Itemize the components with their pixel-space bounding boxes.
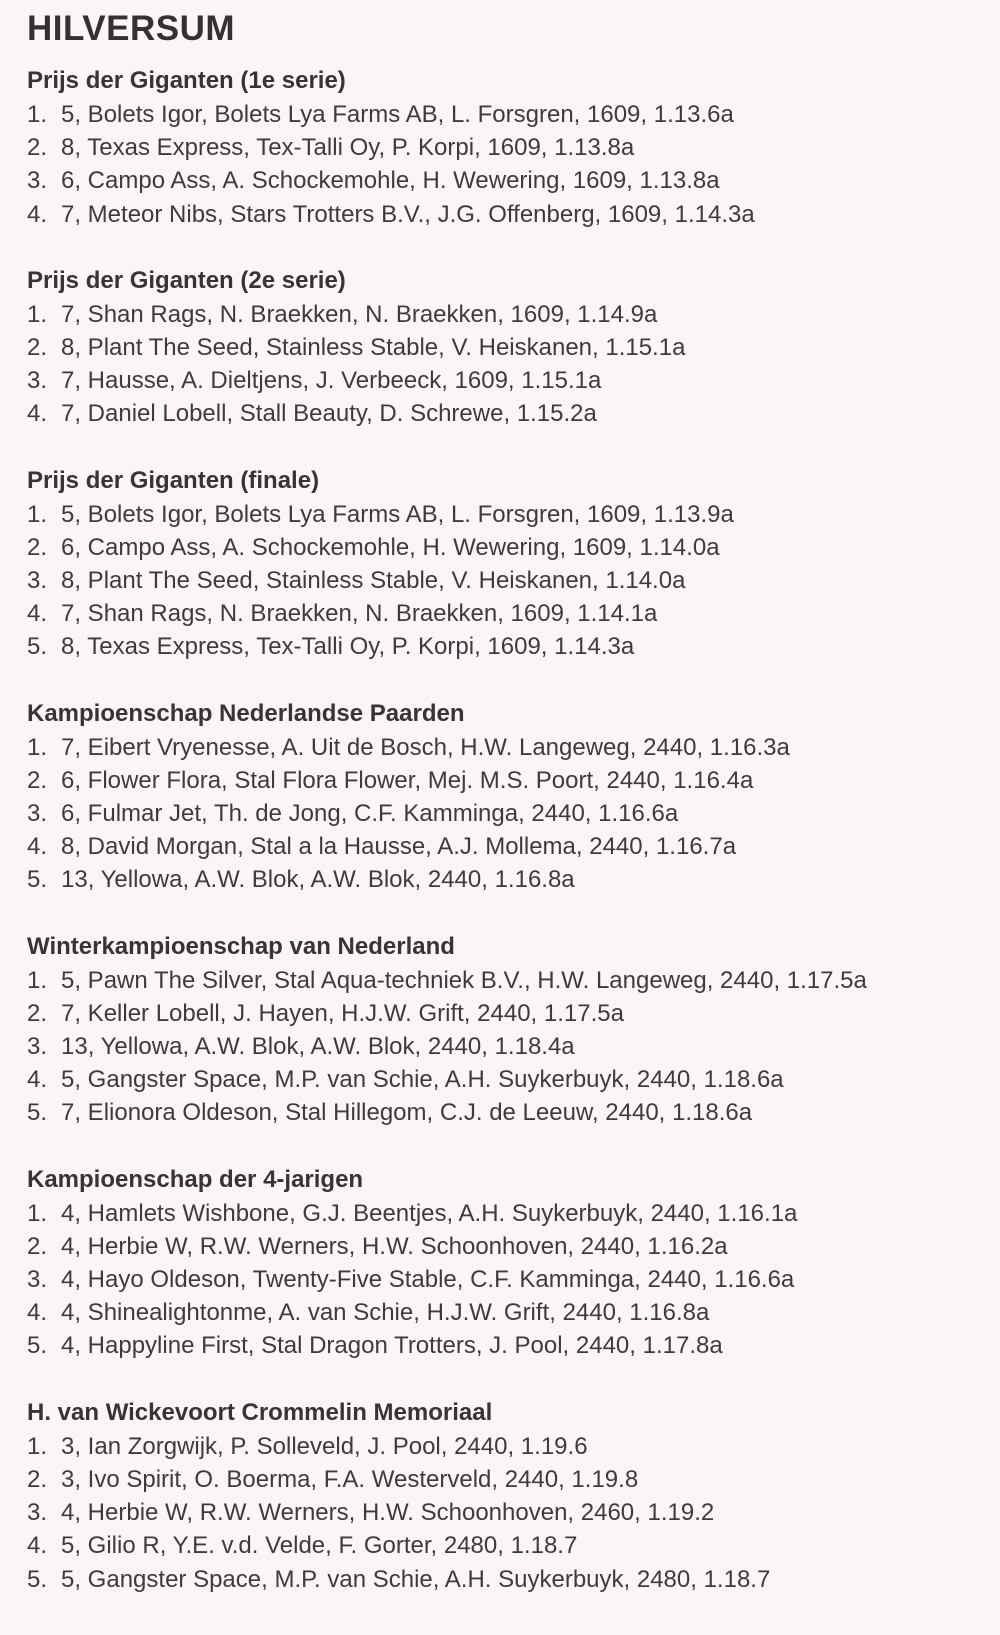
result-row bbox=[27, 564, 990, 597]
result-text: 13, Yellowa, A.W. Blok, A.W. Blok, 2440, 1.18.4a bbox=[61, 1033, 575, 1061]
placing-number: 4. bbox=[27, 833, 48, 861]
placing-number: 2. bbox=[27, 1232, 48, 1260]
placing-number: 4. bbox=[27, 600, 48, 628]
placing-number: 3. bbox=[27, 567, 48, 595]
result-row bbox=[27, 1063, 990, 1096]
result-text: 8, Texas Express, Tex-Talli Oy, P. Korpi, 1609, 1.14.3a bbox=[61, 633, 635, 661]
result-row bbox=[27, 1197, 990, 1230]
placing-number: 2. bbox=[27, 533, 48, 561]
result-row bbox=[27, 863, 990, 896]
result-row bbox=[27, 964, 990, 997]
result-row bbox=[27, 331, 990, 364]
result-row bbox=[27, 1296, 990, 1329]
race-section bbox=[27, 697, 990, 897]
placing-number: 2. bbox=[27, 334, 48, 362]
result-list bbox=[27, 298, 990, 431]
race-heading: Prijs der Giganten (2e serie) bbox=[27, 266, 346, 294]
result-row bbox=[27, 797, 990, 830]
placing-number: 2. bbox=[27, 1465, 48, 1493]
result-row bbox=[27, 164, 990, 197]
result-row bbox=[27, 298, 990, 331]
page-title: HILVERSUM bbox=[27, 9, 236, 48]
result-row bbox=[27, 364, 990, 397]
result-row bbox=[27, 1230, 990, 1263]
placing-number: 3. bbox=[27, 367, 48, 395]
race-section bbox=[27, 464, 990, 664]
placing-number: 1. bbox=[27, 733, 48, 761]
result-row bbox=[27, 997, 990, 1030]
result-text: 5, Pawn The Silver, Stal Aqua-techniek B.V., H.W. Langeweg, 2440, 1.17.5a bbox=[61, 966, 867, 994]
result-text: 7, Keller Lobell, J. Hayen, H.J.W. Grift, 2440, 1.17.5a bbox=[61, 999, 624, 1027]
result-row bbox=[27, 1430, 990, 1463]
result-text: 4, Shinealightonme, A. van Schie, H.J.W. Grift, 2440, 1.16.8a bbox=[61, 1299, 710, 1327]
placing-number: 1. bbox=[27, 101, 48, 128]
placing-number: 5. bbox=[27, 1099, 48, 1127]
race-heading: Prijs der Giganten (1e serie) bbox=[27, 67, 346, 94]
placing-number: 1. bbox=[27, 1432, 48, 1460]
result-row bbox=[27, 1463, 990, 1496]
result-list bbox=[27, 498, 990, 664]
result-text: 8, Plant The Seed, Stainless Stable, V. Heiskanen, 1.14.0a bbox=[61, 567, 686, 595]
placing-number: 5. bbox=[27, 1332, 48, 1360]
result-text: 4, Happyline First, Stal Dragon Trotters, J. Pool, 2440, 1.17.8a bbox=[61, 1332, 723, 1360]
placing-number: 1. bbox=[27, 1199, 48, 1227]
result-text: 6, Campo Ass, A. Schockemohle, H. Wewering, 1609, 1.14.0a bbox=[61, 533, 720, 561]
result-list bbox=[27, 964, 990, 1130]
result-text: 4, Hamlets Wishbone, G.J. Beentjes, A.H. Suykerbuyk, 2440, 1.16.1a bbox=[61, 1199, 798, 1227]
race-section bbox=[27, 1163, 990, 1363]
result-row bbox=[27, 764, 990, 797]
result-text: 13, Yellowa, A.W. Blok, A.W. Blok, 2440, 1.16.8a bbox=[61, 866, 575, 894]
placing-number: 4. bbox=[27, 400, 48, 428]
result-text: 8, Plant The Seed, Stainless Stable, V. Heiskanen, 1.15.1a bbox=[61, 334, 686, 362]
placing-number: 3. bbox=[27, 1266, 48, 1294]
race-heading: Kampioenschap Nederlandse Paarden bbox=[27, 699, 465, 727]
race-section bbox=[27, 264, 990, 431]
result-text: 5, Gangster Space, M.P. van Schie, A.H. Suykerbuyk, 2480, 1.18.7 bbox=[61, 1565, 771, 1593]
placing-number: 1. bbox=[27, 300, 48, 328]
race-heading: Prijs der Giganten (finale) bbox=[27, 466, 320, 494]
result-text: 6, Campo Ass, A. Schockemohle, H. Wewering, 1609, 1.13.8a bbox=[61, 167, 720, 195]
race-section bbox=[27, 930, 990, 1130]
result-text: 6, Fulmar Jet, Th. de Jong, C.F. Kamminga, 2440, 1.16.6a bbox=[61, 800, 679, 828]
result-list bbox=[27, 1197, 990, 1363]
result-row bbox=[27, 98, 990, 131]
placing-number: 1. bbox=[27, 500, 48, 528]
race-section bbox=[27, 64, 990, 231]
result-text: 4, Hayo Oldeson, Twenty-Five Stable, C.F. Kamminga, 2440, 1.16.6a bbox=[61, 1266, 795, 1294]
placing-number: 3. bbox=[27, 800, 48, 828]
result-row bbox=[27, 1263, 990, 1296]
result-text: 4, Herbie W, R.W. Werners, H.W. Schoonhoven, 2440, 1.16.2a bbox=[61, 1232, 728, 1260]
result-row bbox=[27, 830, 990, 863]
result-text: 8, David Morgan, Stal a la Hausse, A.J. Mollema, 2440, 1.16.7a bbox=[61, 833, 737, 861]
placing-number: 2. bbox=[27, 999, 48, 1027]
placing-number: 2. bbox=[27, 134, 48, 162]
result-text: 3, Ian Zorgwijk, P. Solleveld, J. Pool, 2440, 1.19.6 bbox=[61, 1432, 588, 1460]
placing-number: 2. bbox=[27, 766, 48, 794]
result-text: 8, Texas Express, Tex-Talli Oy, P. Korpi, 1609, 1.13.8a bbox=[61, 134, 635, 162]
result-row bbox=[27, 630, 990, 663]
result-row bbox=[27, 1529, 990, 1562]
result-text: 5, Bolets Igor, Bolets Lya Farms AB, L. Forsgren, 1609, 1.13.6a bbox=[61, 101, 734, 128]
placing-number: 4. bbox=[27, 1299, 48, 1327]
placing-number: 4. bbox=[27, 1532, 48, 1560]
result-list bbox=[27, 98, 990, 231]
result-text: 6, Flower Flora, Stal Flora Flower, Mej. M.S. Poort, 2440, 1.16.4a bbox=[61, 766, 754, 794]
result-row bbox=[27, 1563, 990, 1596]
result-text: 3, Ivo Spirit, O. Boerma, F.A. Westerveld, 2440, 1.19.8 bbox=[61, 1465, 639, 1493]
result-text: 7, Daniel Lobell, Stall Beauty, D. Schrewe, 1.15.2a bbox=[61, 400, 597, 428]
placing-number: 5. bbox=[27, 866, 48, 894]
result-row bbox=[27, 397, 990, 430]
result-text: 7, Meteor Nibs, Stars Trotters B.V., J.G. Offenberg, 1609, 1.14.3a bbox=[61, 200, 755, 228]
race-results bbox=[27, 64, 990, 1596]
placing-number: 4. bbox=[27, 200, 48, 228]
result-text: 4, Herbie W, R.W. Werners, H.W. Schoonhoven, 2460, 1.19.2 bbox=[61, 1499, 715, 1527]
placing-number: 3. bbox=[27, 167, 48, 195]
placing-number: 1. bbox=[27, 966, 48, 994]
race-heading: Winterkampioenschap van Nederland bbox=[27, 932, 455, 960]
result-row bbox=[27, 1096, 990, 1129]
result-text: 7, Hausse, A. Dieltjens, J. Verbeeck, 1609, 1.15.1a bbox=[61, 367, 602, 395]
result-text: 7, Elionora Oldeson, Stal Hillegom, C.J. de Leeuw, 2440, 1.18.6a bbox=[61, 1099, 753, 1127]
race-section bbox=[27, 1396, 990, 1596]
race-heading: Kampioenschap der 4-jarigen bbox=[27, 1165, 364, 1193]
placing-number: 5. bbox=[27, 1565, 48, 1593]
result-row bbox=[27, 131, 990, 164]
result-list bbox=[27, 731, 990, 897]
result-row bbox=[27, 1329, 990, 1362]
placing-number: 4. bbox=[27, 1066, 48, 1094]
result-row bbox=[27, 531, 990, 564]
result-text: 7, Shan Rags, N. Braekken, N. Braekken, 1609, 1.14.9a bbox=[61, 300, 658, 328]
result-row bbox=[27, 731, 990, 764]
result-row bbox=[27, 1030, 990, 1063]
placing-number: 3. bbox=[27, 1033, 48, 1061]
result-row bbox=[27, 498, 990, 531]
placing-number: 3. bbox=[27, 1499, 48, 1527]
race-heading: H. van Wickevoort Crommelin Memoriaal bbox=[27, 1398, 493, 1426]
result-text: 5, Gilio R, Y.E. v.d. Velde, F. Gorter, 2480, 1.18.7 bbox=[61, 1532, 578, 1560]
result-text: 5, Bolets Igor, Bolets Lya Farms AB, L. Forsgren, 1609, 1.13.9a bbox=[61, 500, 734, 528]
result-row bbox=[27, 1496, 990, 1529]
results-page bbox=[27, 6, 990, 1629]
result-text: 5, Gangster Space, M.P. van Schie, A.H. Suykerbuyk, 2440, 1.18.6a bbox=[61, 1066, 784, 1094]
result-text: 7, Eibert Vryenesse, A. Uit de Bosch, H.W. Langeweg, 2440, 1.16.3a bbox=[61, 733, 790, 761]
result-row bbox=[27, 198, 990, 231]
placing-number: 5. bbox=[27, 633, 48, 661]
result-list bbox=[27, 1430, 990, 1596]
result-text: 7, Shan Rags, N. Braekken, N. Braekken, 1609, 1.14.1a bbox=[61, 600, 658, 628]
result-row bbox=[27, 597, 990, 630]
